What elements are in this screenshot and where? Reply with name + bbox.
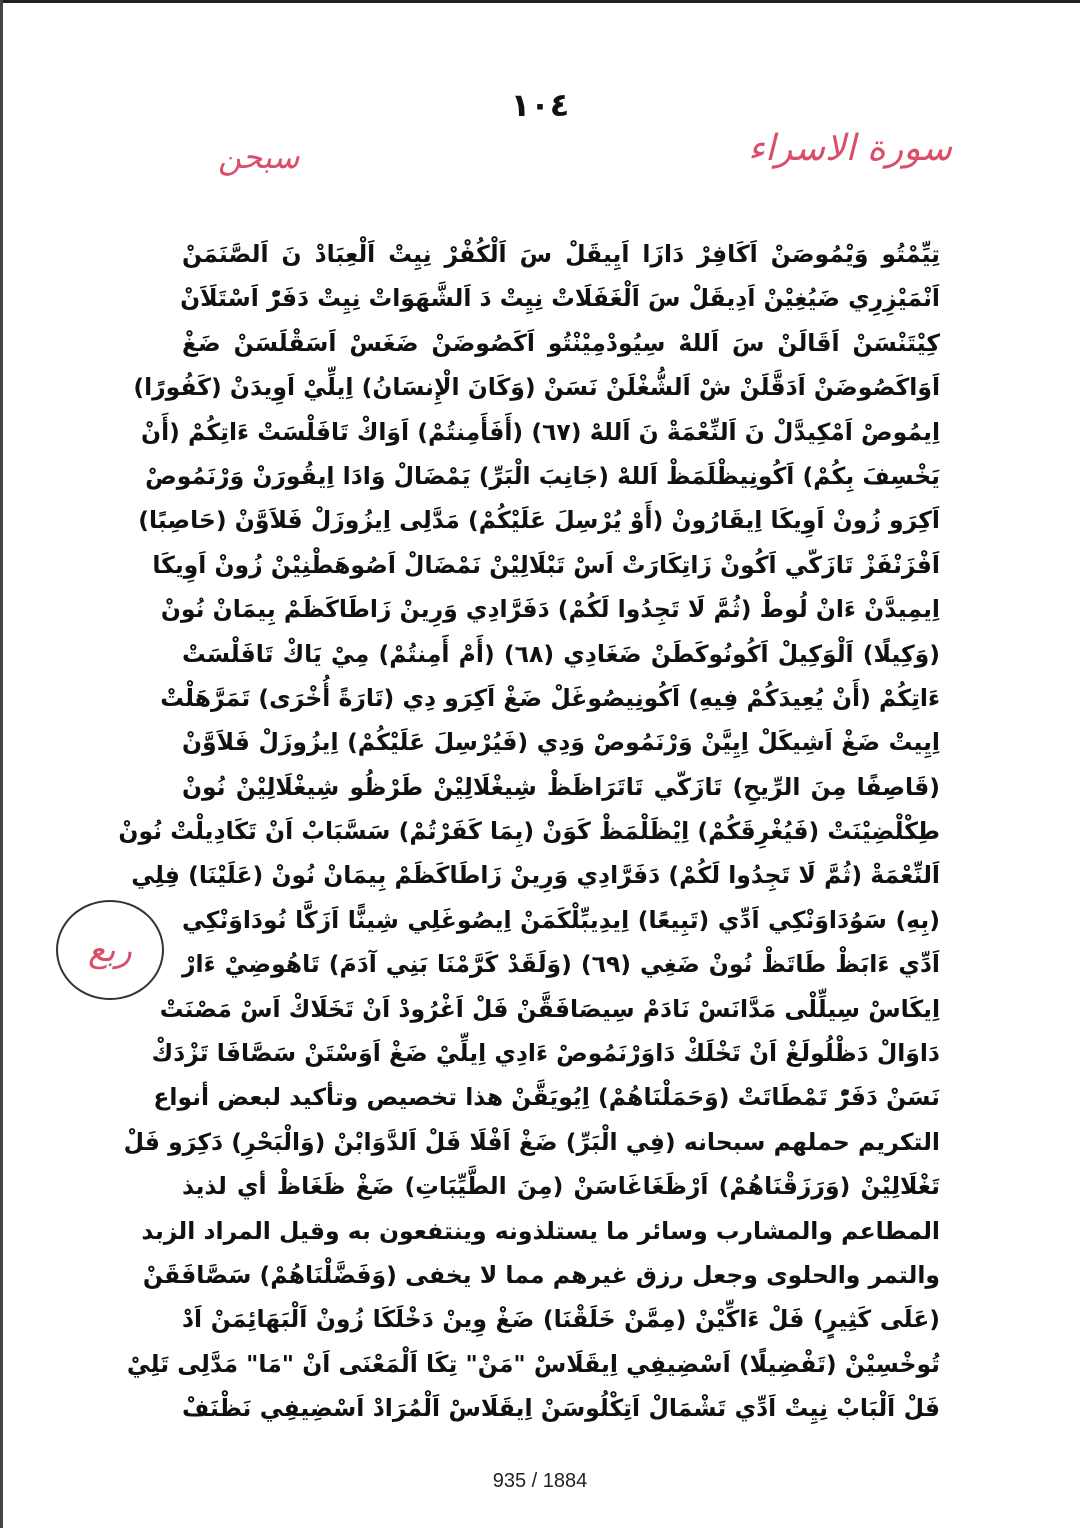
text-line: اِيِيتْ ضَغْ اَشِيكَلْ اِيِيَّنْ وَرْنَمُوصْ وَدِي (فَيُرْسِلَ عَلَيْكُمْ) اِيزُوزَلْ فَلاَوَّنْ xyxy=(182,728,940,757)
text-line: المطاعم والمشارب وسائر ما يستلذونه وينتفعون به وقيل المراد الزبد xyxy=(141,1216,940,1245)
text-line: اِيكَاسْ سِيلِّلْى مَدَّانَسْ نَادَمْ سِيصَافَقَّنْ فَلْ اَغْرُودْ اَنْ تَخَلَاكْ اَسْ مَصْنَتْ xyxy=(159,994,940,1023)
text-line: طِكْلْضِيْنَتْ (فَيُغْرِقَكُمْ) اِيْظَلْمَظْ كَوَنْ (بِمَا كَفَرْتُمْ) سَسَّبَابْ اَنْ تَكَادِيلْتْ نُونْ xyxy=(118,817,940,846)
handwritten-surah-name: سورة الاسراء xyxy=(748,128,952,169)
text-line: تُوخْسِيْنْ (تَفْضِيلًا) اَسْضِيفِي اِيقَلَاسْ "مَنْ" تِكَا اَلْمَعْنَى اَنْ "مَا" مَدَّلِى تَلِيْ xyxy=(126,1349,940,1378)
text-line: والتمر والحلوى وجعل رزق غيرهم مما لا يخفى (وَفَضَّلْنَاهُمْ) سَصَّافَقَنْ xyxy=(142,1260,940,1289)
quarter-marker-text: ربع xyxy=(88,930,132,970)
text-line: نَسَنْ دَفَرّْ تَمْطَاتَتْ (وَحَمَلْنَاهُمْ) اِيُويَقَّنْ هذا تخصيص وتأكيد لبعض أنواع xyxy=(153,1083,940,1112)
text-line: (عَلَى كَثِيرٍ) فَلْ ءَاكِّيْنْ (مِمَّنْ خَلَقْنَا) ضَغْ وِينْ دَخْلَكَا زُونْ اَلْبَهَائِمَنْ اَدْ xyxy=(182,1305,940,1334)
page-counter: 935 / 1884 xyxy=(492,1470,588,1492)
text-line: اَنْمَيْزِرِي ضَيُغِيْنْ اَدِيقَلْ سَ اَلْغَفَلَاتْ نِيِتْ دَ اَلشَّهَوَاتْ نِيِتْ دَفَرّْ اَسْتَلَاَنْ xyxy=(180,284,940,313)
text-line: ءَاتِكُمْ (أَنْ يُعِيدَكُمْ فِيهِ) اَكُونِيصُوغَلْ ضَغْ اَكِرَو دِي (تَارَةً أُخْرَى) تَمَرَّهَلْتْ xyxy=(160,683,940,712)
text-line: اِيمِيدَّنْ ءَانْ لُوطْ (ثُمَّ لَا تَجِدُوا لَكُمْ) دَفَرَّادِي وَرِينْ زَاطَاكَظَمْ بِيمَانْ نُونْ xyxy=(160,595,940,624)
text-line: اَفْزَنْفَزْ تَازَكّي اَكُونْ زَاتِكَارَتْ اَسْ تَبْلَالِيْنْ نَمْضَالْ اَصُوهَطْنِيْنْ زُونْ اَوِيكَا xyxy=(152,550,940,579)
text-line: (بِهِ) سَوُدَاوَنْكِي اَدِّي (تَبِيعًا) اِيدِيبِّلْكَمَنْ اِيصُوغَلِي شِينًّا اَزَكَّا نُودَاوَنْكِي xyxy=(182,905,940,934)
text-line: فَلْ اَلْبَابْ نِيِتْ اَدِّي تَشْمَالْ اَتِكْلُوسَنْ اِيقَلَاسْ اَلْمُرَادْ اَسْضِيفِي نَظْنَفْ xyxy=(182,1394,940,1423)
text-line: اَدِّي ءَابَظْ طَاتَظْ نُونْ ضَغِي (٦٩) (وَلَقَدْ كَرَّمْنَا بَنِي آدَمَ) تَاهُوضِيْ ءَارْ xyxy=(182,950,940,979)
body-text-block xyxy=(118,232,940,1431)
text-line: يَخْسِفَ بِكُمْ) اَكُونِيظْلَمَظْ اَللهْ (جَانِبَ الْبَرِّ) يَمْضَالْ وَادَا اِيقُورَنْ وَرْنَمُوصْ xyxy=(145,461,940,490)
quarter-marker-circle xyxy=(56,900,164,1000)
text-line: (وَكِيلًا) اَلْوَكِيلْ اَكُونُوكَطَنْ ضَغَادِي (٦٨) (أَمْ أَمِنتُمْ) مِيْ يَاكْ تَافَلْسَتْ xyxy=(182,639,940,668)
text-line: اِيمُوصْ اَمْكِيدَّلْ نَ اَلنِّعْمَةْ نَ اَللهْ (٦٧) (أَفَأَمِنتُمْ) اَوَاكْ تَافَلْسَتْ ءَاتِكُمْ (أَنْ xyxy=(141,417,940,446)
left-scan-edge xyxy=(0,0,3,1528)
text-line: تَغْلَالِيْنْ (وَرَزَقْنَاهُمْ) اَرْظَغَاغَاسَنْ (مِنَ الطَّيِّبَاتِ) ضَغْ ظَغَاظْ أي لذيذ xyxy=(182,1172,940,1201)
text-line: (قَاصِفًا مِنَ الرِّيحِ) تَازَكّي تَاتَرَاظَظْ شِيغْلَالِيْنْ طَرْظُو شِيغْلَالِيْنْ نُونْ xyxy=(182,772,940,801)
text-line: التكريم حملهم سبحانه (فِي الْبَرِّ) ضَغْ اَفْلَا فَلْ اَلدَّوَابْنْ (وَالْبَحْرِ) دَكِرَو فَلْ xyxy=(123,1127,940,1156)
top-scan-edge xyxy=(0,0,1080,3)
text-line: كِيْتَنْسَنْ اَقَالَنْ سَ اَللهْ سِيُودْمِيْنْتُو اَكَصُوضَنْ ضَغَسْ اَسَقْلَسَنْ ضَغْ xyxy=(182,328,940,357)
text-line: تِيِّمْتُو وَيْمُوصَنْ اَكَافِرْ دَازَا اَيِيقَلْ سَ اَلْكُفْرْ نِيِتْ اَلْعِبَادْ نَ اَلصَّنَمَنْ xyxy=(182,240,940,268)
page-number: ١٠٤ xyxy=(510,86,570,124)
text-line: دَاوَالْ دَظْلُولَغْ اَنْ تَخْلَكْ دَاوَرْنَمُوصْ ءَادِي اِيلِّيْ ضَغْ اَوَسْتَنْ سَصَّافَا تَزْدَكْ xyxy=(151,1039,940,1068)
text-line: اَكِرَو زُونْ اَوِيكَا اِيقَارُونْ (أَوْ يُرْسِلَ عَلَيْكُمْ) مَدَّلِى اِيزُوزَلْ فَلاَوَّنْ (حَاصِبًا) xyxy=(138,506,940,535)
handwritten-note-word: سبحن xyxy=(218,138,300,176)
text-line: اَلنِّعْمَةْ (ثُمَّ لَا تَجِدُوا لَكُمْ) دَفَرَّادِي وَرِينْ زَاطَاكَظَمْ بِيمَانْ نُونْ (عَلَيْنَا) فِلِي xyxy=(131,861,940,890)
text-line: اَوَاكَصُوضَنْ اَدَقَّلَنْ شْ اَلشُّغْلَنْ نَسَنْ (وَكَانَ الْإِنسَانُ) اِيلِّيْ اَوِيدَنْ (كَفُورًا) xyxy=(133,373,940,402)
